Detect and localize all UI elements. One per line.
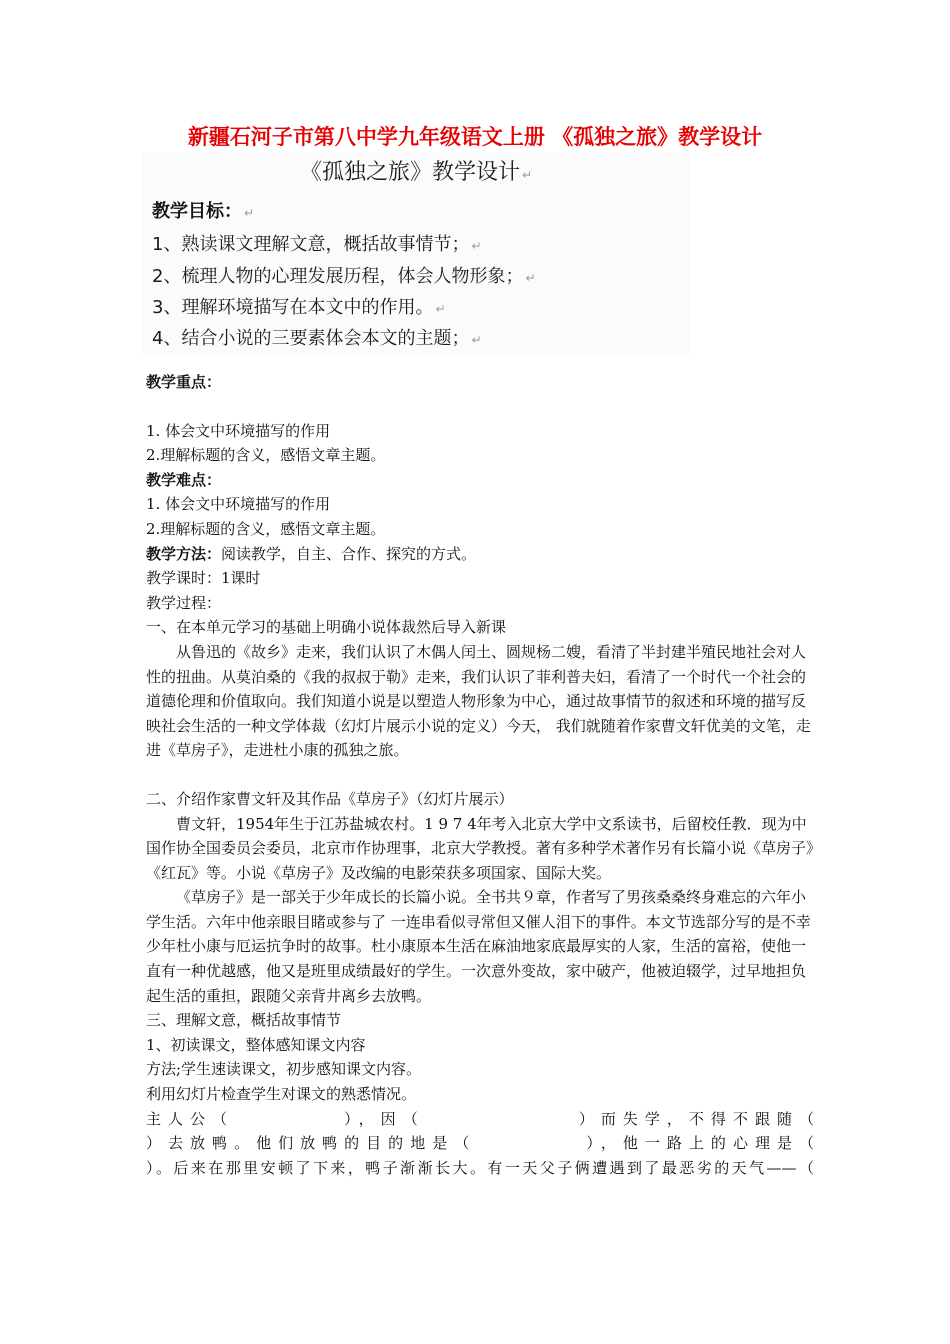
paragraph-mark-icon: ↵	[471, 239, 482, 253]
key-point-item: 2.理解标题的含义，感悟文章主题。	[146, 446, 386, 465]
difficulties-heading: 教学难点：	[146, 470, 222, 489]
section-1-title: 一、在本单元学习的基础上明确小说体裁然后导入新课	[146, 618, 507, 637]
section-3-title: 三、理解文意，概括故事情节	[146, 1011, 342, 1030]
objectives-heading: 教学目标： ↵	[152, 201, 255, 222]
step-1: 1、初读课文，整体感知课文内容	[146, 1035, 366, 1054]
objective-item: 4、结合小说的三要素体会本文的主题； ↵	[152, 328, 482, 349]
difficulty-item: 1. 体会文中环境描写的作用	[146, 495, 331, 514]
fill-blank-line: ）去放鸭。他们放鸭的目的地是（ ），他一路上的心理是（	[146, 1134, 814, 1153]
document-body	[146, 370, 814, 1180]
objective-item: 1、熟读课文理解文意，概括故事情节； ↵	[152, 234, 482, 255]
teaching-process: 教学过程：	[146, 593, 222, 612]
fill-blank-line: ）。后来在那里安顿了下来，鸭子渐渐长大。有一天父子俩遭遇到了最恶劣的天气——（	[146, 1158, 814, 1177]
key-point-item: 1. 体会文中环境描写的作用	[146, 421, 331, 440]
teaching-hours: 教学课时：1课时	[146, 569, 261, 588]
paragraph-mark-icon: ↵	[435, 302, 446, 316]
paragraph-mark-icon: ↵	[244, 206, 255, 220]
difficulty-item: 2.理解标题的含义，感悟文章主题。	[146, 519, 386, 538]
key-points-heading: 教学重点：	[146, 373, 222, 391]
objectives-image	[142, 152, 690, 354]
section-2-paragraph: 《草房子》是一部关于少年成长的长篇小说。全书共９章，作者写了男孩桑桑终身难忘的六年小学生活。六年中他亲眼目睹或参与了 一连串看似寻常但又催人泪下的事件。本文节选部分写的是不幸少年杜小康与厄运抗争时的故事。杜小康原本生活在麻油地家底最厚实的人家，生活的富裕，使他一直有一种优越感，他又是班里成绩最好的学生。一次意外变故，家中破产，他被迫辍学，过早地担负起生活的重担，跟随父亲背井离乡去放鸭。	[146, 888, 811, 1005]
paragraph-mark-icon: ↵	[525, 271, 536, 285]
teaching-method: 教学方法：阅读教学，自主、合作、探究的方式。	[146, 544, 477, 563]
paragraph-mark-icon: ↵	[521, 168, 533, 182]
slide-check-line: 利用幻灯片检查学生对课文的熟悉情况。	[146, 1085, 417, 1104]
image-title: 《孤独之旅》教学设计 ↵	[299, 160, 533, 185]
section-2-paragraph: 曹文轩，1954年生于江苏盐城农村。1 9 7 4年考入北京大学中文系读书，后留校任教．现为中国作协全国委员会委员，北京市作协理事，北京大学教授。著有多种学术著作另有长篇小说《草房子》《红瓦》等。小说《草房子》及改编的电影荣获多项国家、国际大奖。	[146, 814, 814, 882]
objective-item: 3、理解环境描写在本文中的作用。 ↵	[152, 297, 446, 318]
method-line: 方法;学生速读课文，初步感知课文内容。	[146, 1060, 422, 1079]
section-1-paragraph: 从鲁迅的《故乡》走来，我们认识了木偶人闰土、圆规杨二嫂，看清了半封建半殖民地社会对人性的扭曲。从莫泊桑的《我的叔叔于勒》走来，我们认识了菲利普夫妇，看清了一个时代一个社会的道德伦理和价值取向。我们知道小说是以塑造人物形象为中心，通过故事情节的叙述和环境的描写反映社会生活的一种文学体裁（幻灯片展示小说的定义）今天， 我们就随着作家曹文轩优美的文笔，走进《草房子》，走进杜小康的孤独之旅。	[146, 642, 811, 760]
section-2-title: 二、介绍作家曹文轩及其作品《草房子》（幻灯片展示）	[146, 789, 514, 808]
document-title: 新疆石河子市第八中学九年级语文上册 《孤独之旅》教学设计	[187, 125, 763, 149]
objective-item: 2、梳理人物的心理发展历程，体会人物形象； ↵	[152, 266, 536, 287]
fill-blank-line: 主人公（ ），因（ ）而失学，不得不跟随（	[146, 1109, 814, 1128]
paragraph-mark-icon: ↵	[471, 333, 482, 347]
